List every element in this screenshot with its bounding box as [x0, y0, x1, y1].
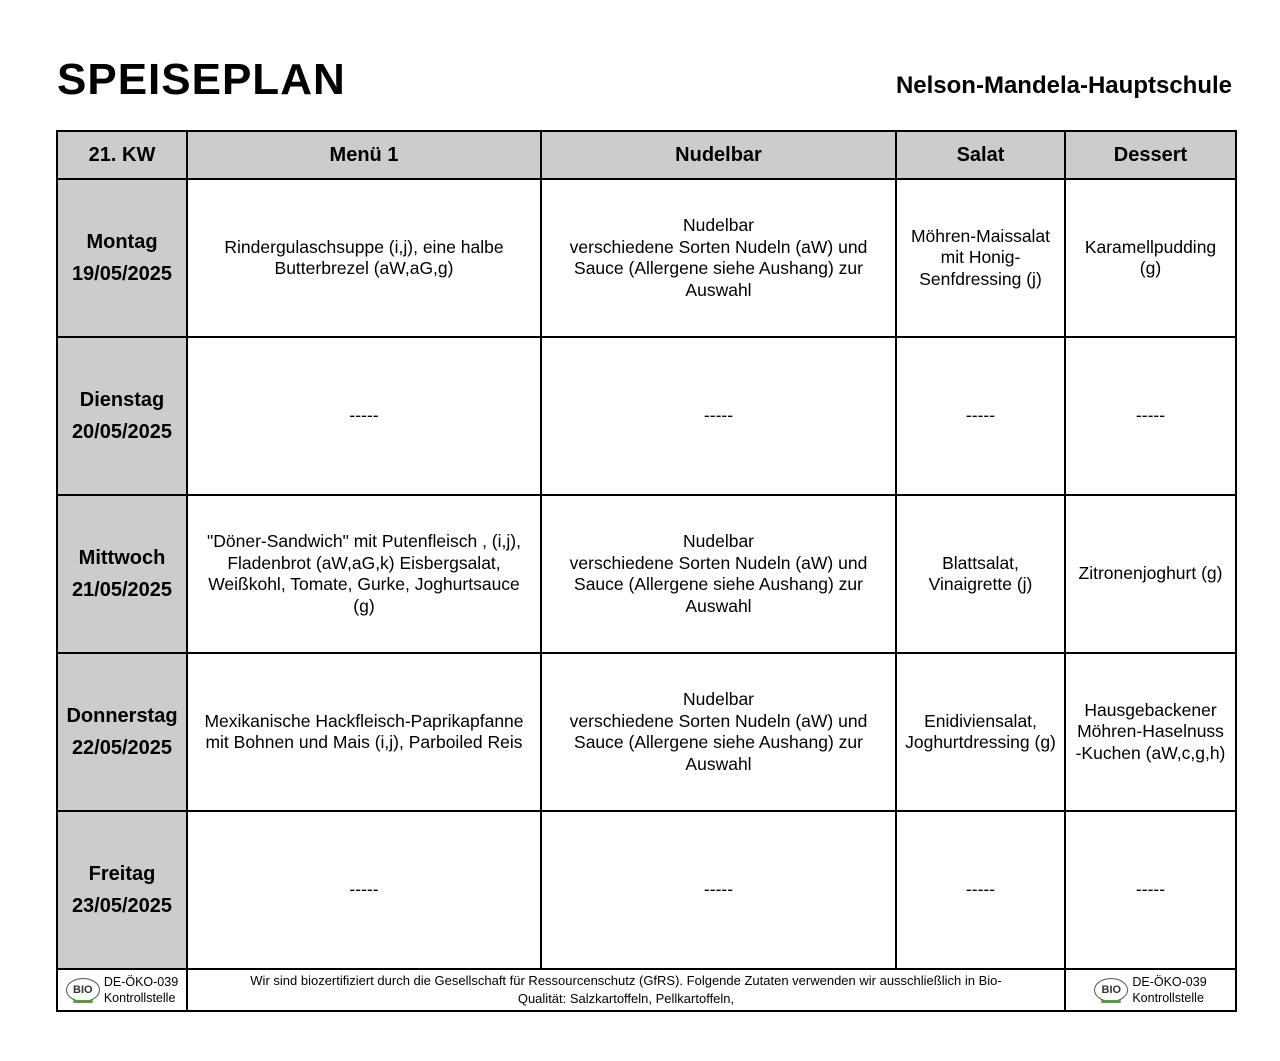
- cell-line: Nudelbar: [682, 689, 755, 709]
- week-header: 21. KW: [57, 131, 187, 179]
- menu-cell: [187, 179, 541, 337]
- cell-line: Auswahl: [685, 595, 752, 616]
- menu-cell: [187, 811, 541, 969]
- nudelbar-cell: [541, 495, 896, 653]
- day-row: [57, 337, 1236, 495]
- bio-note-line1: Wir sind biozertifiziert durch die Gesellschaft für Ressourcenschutz (GfRS). Folgende Zutaten verwenden wir ausschließlich in Bio-: [250, 973, 1002, 988]
- cell-line: Enidiviensalat,: [924, 710, 1037, 731]
- nudelbar-cell: [541, 653, 896, 811]
- cell-line: verschiedene Sorten Nudeln (aW) und: [569, 236, 868, 257]
- salat-cell: [896, 811, 1065, 969]
- cell-line: -----: [349, 879, 379, 900]
- logo-code: DE-ÖKO-039: [1132, 975, 1207, 989]
- cell-line: Sauce (Allergene siehe Aushang) zur: [574, 258, 863, 278]
- day-date: 22/05/2025: [71, 737, 173, 759]
- cell-line: Senfdressing (j): [919, 268, 1042, 289]
- bio-note: [187, 969, 1065, 1011]
- cell-line: verschiedene Sorten Nudeln (aW) und: [569, 552, 868, 573]
- day-row: [57, 495, 1236, 653]
- cell-line: Rindergulaschsuppe (i,j), eine halbe: [224, 236, 504, 257]
- day-cell: [57, 495, 187, 653]
- cell-line: Nudelbar: [682, 215, 755, 235]
- day-row: [57, 653, 1236, 811]
- cell-line: -----: [703, 879, 734, 900]
- dessert-cell: [1065, 337, 1236, 495]
- day-cell: [57, 811, 187, 969]
- nudelbar-header: Nudelbar: [541, 131, 896, 179]
- cell-line: Hausgebackener: [1084, 699, 1217, 720]
- cell-line: Karamellpudding: [1084, 236, 1217, 257]
- cell-line: Auswahl: [685, 279, 752, 300]
- day-date: 19/05/2025: [71, 263, 173, 285]
- header-row: [57, 131, 1236, 179]
- cell-line: -----: [965, 879, 996, 900]
- day-date: 21/05/2025: [71, 579, 173, 601]
- bio-note-line2: Qualität: Salzkartoffeln, Pellkartoffeln,: [517, 991, 735, 1006]
- salat-cell: [896, 653, 1065, 811]
- bio-seal-icon: BIO: [66, 978, 100, 1002]
- cell-line: Möhren-Maissalat: [910, 225, 1051, 246]
- cell-line: Vinaigrette (j): [928, 574, 1033, 594]
- menu-cell: [187, 337, 541, 495]
- salat-cell: [896, 337, 1065, 495]
- bio-logo-right: [1065, 969, 1236, 1011]
- cell-line: Weißkohl, Tomate, Gurke, Joghurtsauce: [208, 574, 520, 594]
- day-name: Mittwoch: [78, 547, 166, 569]
- day-name: Freitag: [88, 863, 156, 885]
- cell-line: -----: [1135, 405, 1166, 426]
- menu-cell: [187, 653, 541, 811]
- salat-cell: [896, 179, 1065, 337]
- cell-line: -----: [349, 405, 379, 426]
- day-date: 20/05/2025: [71, 421, 173, 443]
- cell-line: (g): [1139, 258, 1162, 278]
- nudelbar-cell: [541, 179, 896, 337]
- cell-line: -Kuchen (aW,c,g,h): [1075, 742, 1226, 763]
- day-cell: [57, 179, 187, 337]
- menu-cell: [187, 495, 541, 653]
- cell-line: Möhren-Haselnuss: [1077, 721, 1224, 742]
- cell-line: -----: [703, 405, 734, 426]
- cell-line: verschiedene Sorten Nudeln (aW) und: [569, 710, 868, 731]
- menu-header: Menü 1: [187, 131, 541, 179]
- cell-line: Fladenbrot (aW,aG,k) Eisbergsalat,: [227, 552, 501, 573]
- salat-header: Salat: [896, 131, 1065, 179]
- logo-label: Kontrollstelle: [1132, 991, 1204, 1005]
- day-row: [57, 811, 1236, 969]
- bio-logo-left: [57, 969, 187, 1011]
- nudelbar-cell: [541, 811, 896, 969]
- day-date: 23/05/2025: [71, 895, 173, 917]
- nudelbar-cell: [541, 337, 896, 495]
- dessert-cell: [1065, 495, 1236, 653]
- day-cell: [57, 653, 187, 811]
- dessert-header: Dessert: [1065, 131, 1236, 179]
- cell-line: Butterbrezel (aW,aG,g): [274, 258, 454, 278]
- day-cell: [57, 337, 187, 495]
- cell-line: Mexikanische Hackfleisch-Paprikapfanne: [204, 710, 524, 731]
- cell-line: "Döner-Sandwich" mit Putenfleisch , (i,j),: [207, 531, 521, 551]
- cell-line: Blattsalat,: [942, 552, 1019, 573]
- cell-line: Nudelbar: [682, 531, 755, 551]
- dessert-cell: [1065, 811, 1236, 969]
- cell-line: -----: [965, 405, 996, 426]
- cell-line: Auswahl: [685, 753, 752, 774]
- cell-line: mit Bohnen und Mais (i,j), Parboiled Reis: [205, 732, 523, 752]
- cell-line: -----: [1135, 879, 1166, 900]
- day-name: Donnerstag: [66, 705, 178, 727]
- day-name: Dienstag: [79, 389, 165, 411]
- page-title: SPEISEPLAN: [57, 55, 346, 104]
- cell-line: mit Honig-: [940, 247, 1021, 268]
- day-name: Montag: [86, 231, 158, 253]
- day-row: [57, 179, 1236, 337]
- dessert-cell: [1065, 653, 1236, 811]
- menu-table: [56, 130, 1237, 1012]
- cell-line: Sauce (Allergene siehe Aushang) zur: [574, 574, 863, 594]
- salat-cell: [896, 495, 1065, 653]
- dessert-cell: [1065, 179, 1236, 337]
- cell-line: (g): [353, 595, 375, 616]
- cell-line: Sauce (Allergene siehe Aushang) zur: [574, 732, 863, 752]
- cell-line: Zitronenjoghurt (g): [1078, 563, 1223, 584]
- logo-code: DE-ÖKO-039: [103, 975, 179, 989]
- logo-label: Kontrollstelle: [103, 991, 176, 1005]
- bio-seal-icon: BIO: [1094, 978, 1128, 1002]
- footer-row: [57, 969, 1236, 1011]
- school-name: Nelson-Mandela-Hauptschule: [895, 72, 1232, 99]
- cell-line: Joghurtdressing (g): [905, 732, 1056, 752]
